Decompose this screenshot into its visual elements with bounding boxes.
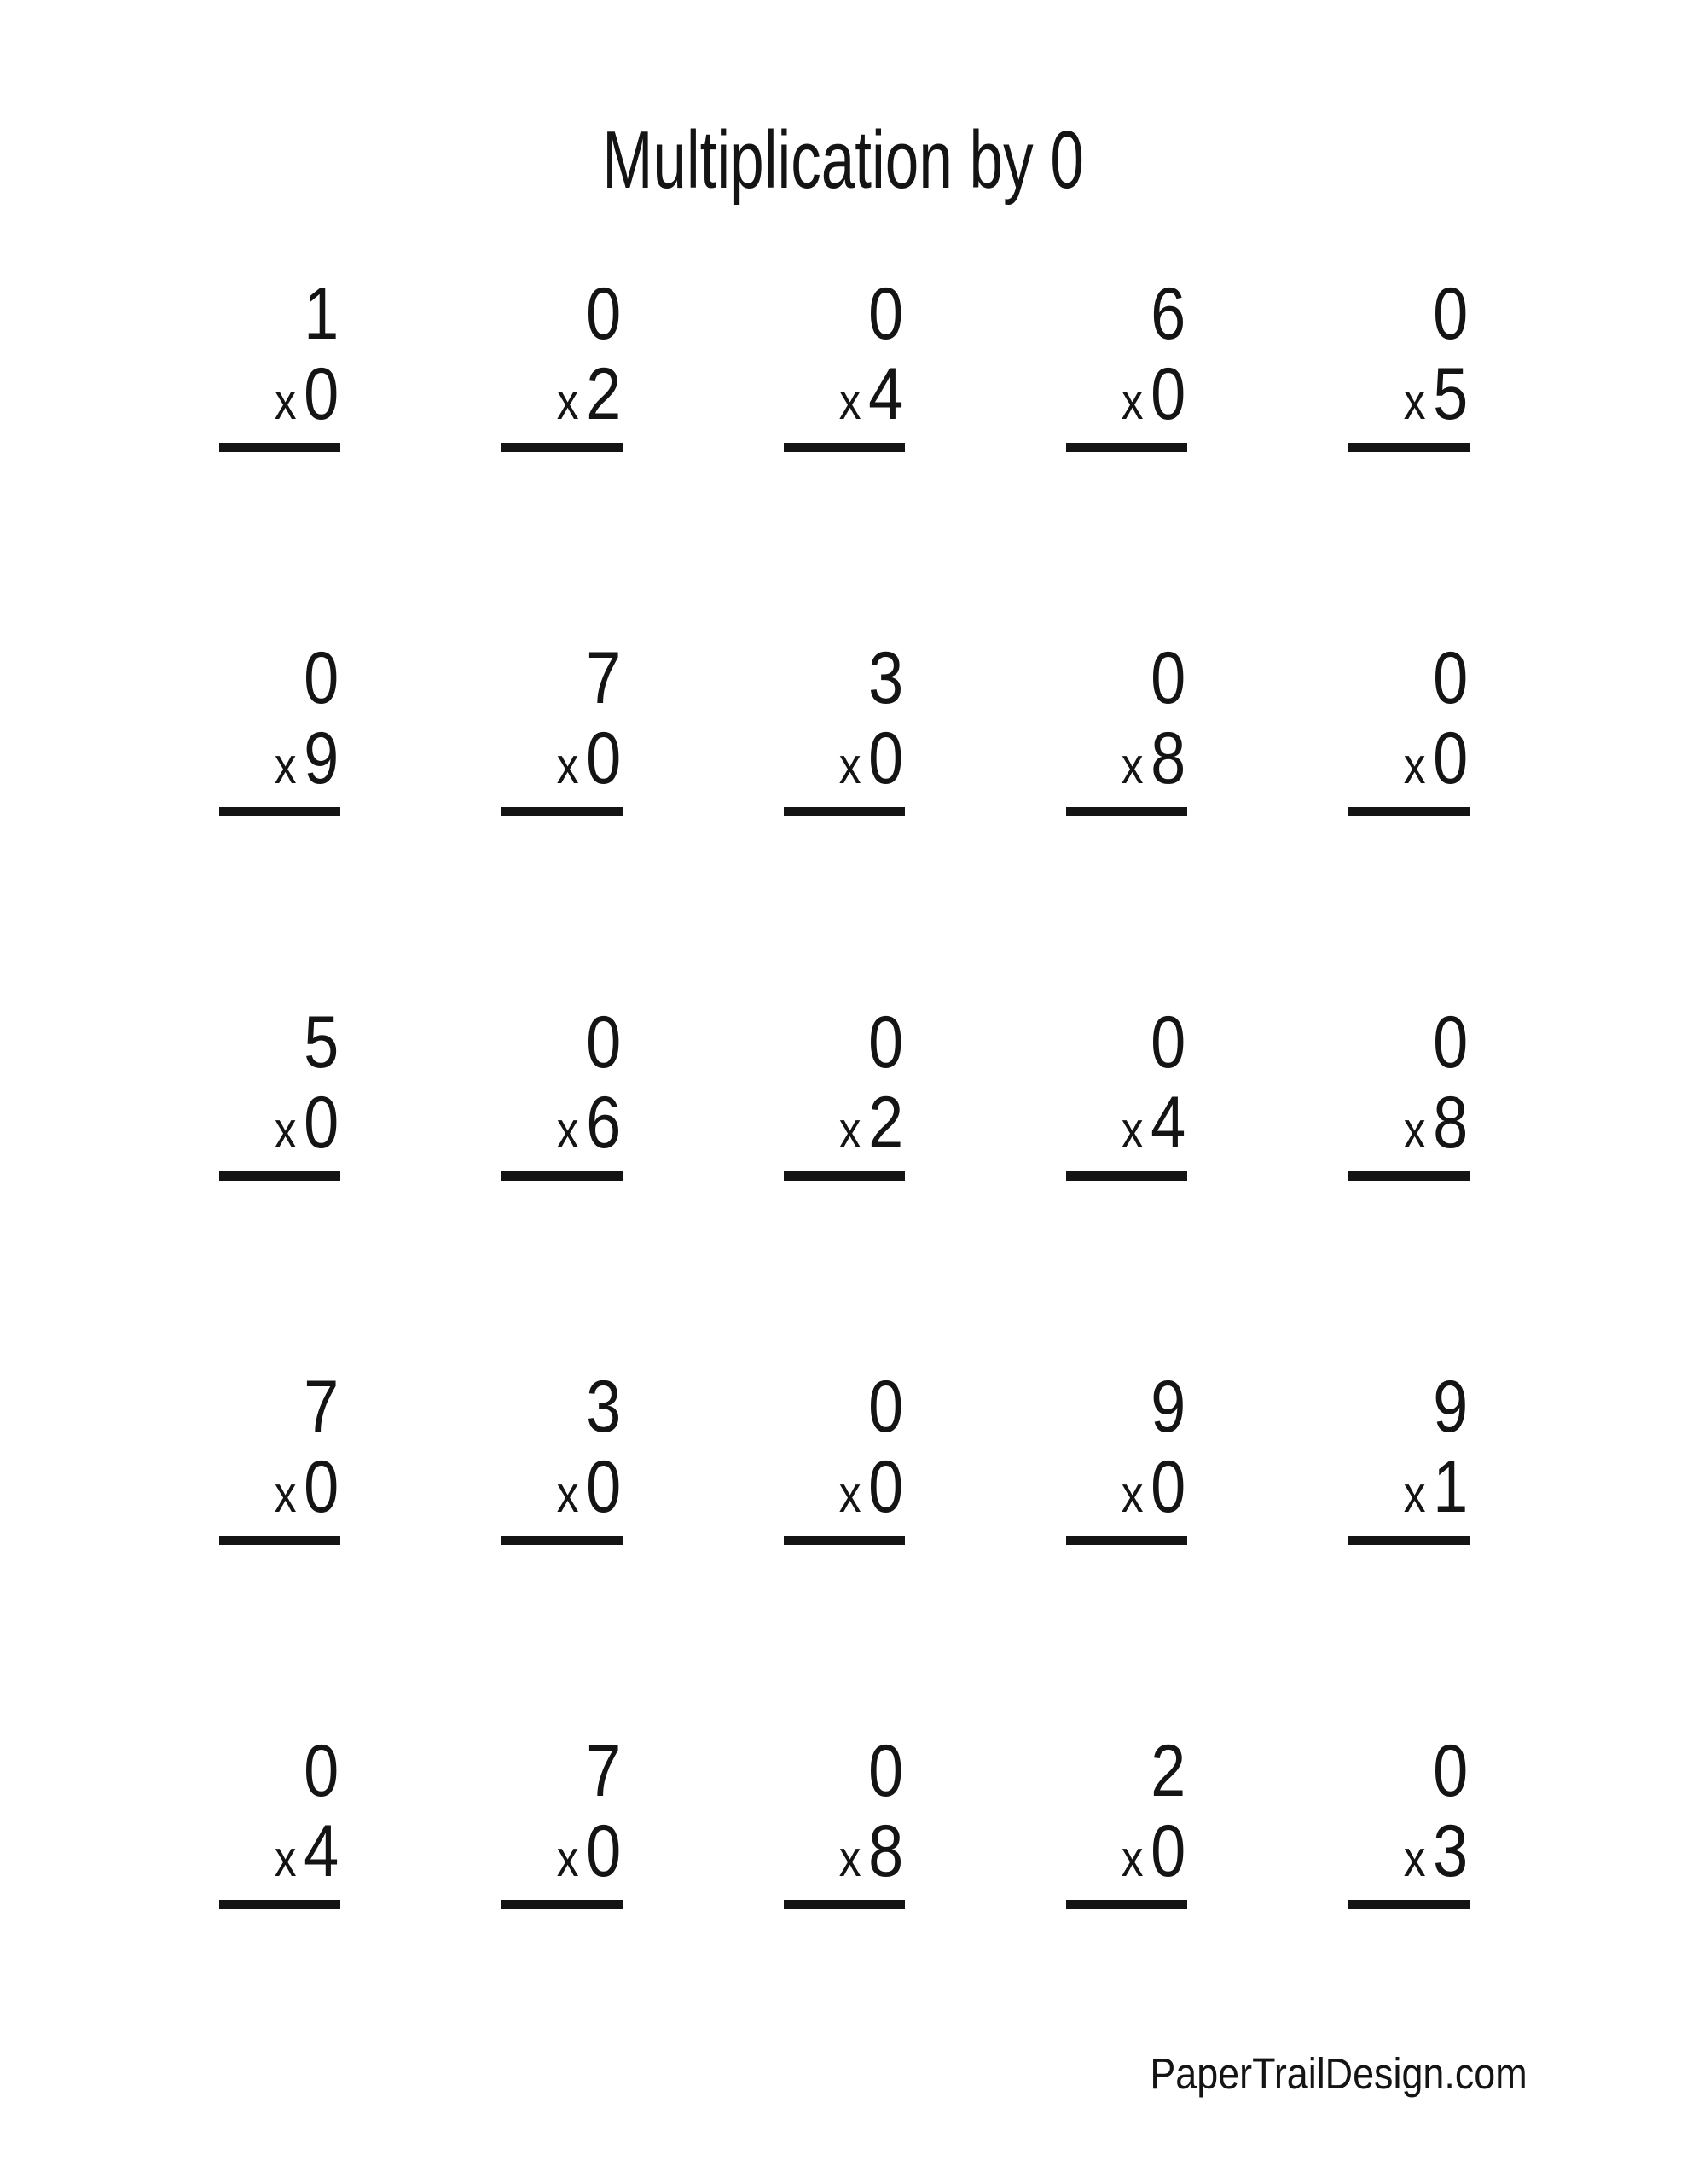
times-operator: x bbox=[1121, 1466, 1144, 1523]
multiplication-problem bbox=[1066, 273, 1187, 651]
answer-line bbox=[501, 1171, 623, 1181]
answer-line bbox=[1066, 1536, 1187, 1545]
multiplication-problem bbox=[1348, 1366, 1470, 1744]
answer-line bbox=[219, 807, 340, 816]
multiplier-line bbox=[1082, 353, 1186, 435]
multiplicand: 0 bbox=[867, 1002, 903, 1083]
multiplier: 8 bbox=[1432, 1082, 1468, 1164]
multiplier: 0 bbox=[1432, 717, 1468, 799]
answer-line bbox=[219, 443, 340, 452]
multiplier: 6 bbox=[585, 1082, 621, 1164]
multiplicand: 0 bbox=[303, 1730, 339, 1812]
multiplier-line bbox=[235, 717, 339, 799]
multiplier: 0 bbox=[585, 1446, 621, 1528]
answer-line bbox=[219, 1536, 340, 1545]
multiplication-problem bbox=[219, 637, 340, 1015]
times-operator: x bbox=[556, 1830, 579, 1887]
multiplicand: 9 bbox=[1150, 1366, 1186, 1448]
multiplier-line bbox=[518, 1446, 622, 1528]
multiplication-problem bbox=[1348, 637, 1470, 1015]
answer-line bbox=[1348, 1171, 1470, 1181]
answer-line bbox=[1066, 443, 1187, 452]
answer-line bbox=[784, 1536, 905, 1545]
multiplier: 3 bbox=[1432, 1810, 1468, 1892]
multiplier-line bbox=[800, 1810, 904, 1892]
multiplier: 0 bbox=[303, 1446, 339, 1528]
multiplicand: 1 bbox=[303, 273, 339, 355]
answer-line bbox=[501, 1536, 623, 1545]
times-operator: x bbox=[1403, 1101, 1426, 1159]
answer-line bbox=[1348, 443, 1470, 452]
times-operator: x bbox=[1403, 1830, 1426, 1887]
multiplier: 0 bbox=[867, 717, 903, 799]
times-operator: x bbox=[838, 737, 861, 794]
times-operator: x bbox=[556, 1466, 579, 1523]
multiplicand: 6 bbox=[1150, 273, 1186, 355]
answer-line bbox=[501, 807, 623, 816]
times-operator: x bbox=[274, 1830, 297, 1887]
multiplication-problem bbox=[501, 1730, 623, 2108]
site-credit: PaperTrailDesign.com bbox=[1150, 2049, 1528, 2098]
multiplicand: 0 bbox=[1432, 1730, 1468, 1812]
multiplication-problem bbox=[501, 1002, 623, 1380]
multiplier-line bbox=[1082, 1082, 1186, 1164]
answer-line bbox=[1066, 807, 1187, 816]
multiplicand: 3 bbox=[867, 637, 903, 719]
multiplier-line bbox=[1365, 353, 1469, 435]
multiplication-problem bbox=[501, 273, 623, 651]
multiplier: 0 bbox=[303, 1082, 339, 1164]
multiplier: 9 bbox=[303, 717, 339, 799]
multiplicand: 0 bbox=[1150, 637, 1186, 719]
answer-line bbox=[1348, 1900, 1470, 1909]
times-operator: x bbox=[1403, 737, 1426, 794]
times-operator: x bbox=[274, 737, 297, 794]
multiplicand: 0 bbox=[585, 1002, 621, 1083]
times-operator: x bbox=[838, 373, 861, 430]
multiplication-problem bbox=[219, 1730, 340, 2108]
multiplicand: 9 bbox=[1432, 1366, 1468, 1448]
multiplicand: 3 bbox=[585, 1366, 621, 1448]
multiplier-line bbox=[800, 353, 904, 435]
multiplicand: 7 bbox=[303, 1366, 339, 1448]
answer-line bbox=[784, 1900, 905, 1909]
times-operator: x bbox=[838, 1830, 861, 1887]
multiplier: 4 bbox=[867, 353, 903, 435]
times-operator: x bbox=[1403, 1466, 1426, 1523]
multiplier-line bbox=[1365, 1082, 1469, 1164]
answer-line bbox=[784, 443, 905, 452]
multiplier-line bbox=[800, 717, 904, 799]
times-operator: x bbox=[274, 373, 297, 430]
multiplier-line bbox=[518, 353, 622, 435]
multiplier-line bbox=[1082, 717, 1186, 799]
times-operator: x bbox=[556, 737, 579, 794]
multiplication-problem bbox=[1066, 1002, 1187, 1380]
multiplication-problem bbox=[219, 1366, 340, 1744]
answer-line bbox=[1348, 807, 1470, 816]
multiplier: 0 bbox=[1150, 353, 1186, 435]
multiplicand: 0 bbox=[1432, 273, 1468, 355]
multiplier-line bbox=[800, 1082, 904, 1164]
times-operator: x bbox=[1121, 737, 1144, 794]
multiplicand: 0 bbox=[1432, 1002, 1468, 1083]
multiplier: 5 bbox=[1432, 353, 1468, 435]
multiplication-problem bbox=[1348, 273, 1470, 651]
answer-line bbox=[1066, 1900, 1187, 1909]
multiplier-line bbox=[1365, 717, 1469, 799]
multiplier-line bbox=[1365, 1810, 1469, 1892]
multiplication-problem bbox=[784, 1730, 905, 2108]
multiplier: 0 bbox=[1150, 1810, 1186, 1892]
multiplier: 1 bbox=[1432, 1446, 1468, 1528]
multiplication-problem bbox=[784, 1366, 905, 1744]
multiplier-line bbox=[518, 1082, 622, 1164]
multiplicand: 7 bbox=[585, 637, 621, 719]
multiplier-line bbox=[235, 1810, 339, 1892]
answer-line bbox=[501, 1900, 623, 1909]
multiplier-line bbox=[235, 1082, 339, 1164]
answer-line bbox=[784, 1171, 905, 1181]
multiplicand: 0 bbox=[585, 273, 621, 355]
multiplication-problem bbox=[219, 1002, 340, 1380]
answer-line bbox=[1066, 1171, 1187, 1181]
answer-line bbox=[219, 1900, 340, 1909]
answer-line bbox=[784, 807, 905, 816]
worksheet-header bbox=[0, 114, 1687, 206]
times-operator: x bbox=[1121, 1101, 1144, 1159]
multiplier: 4 bbox=[1150, 1082, 1186, 1164]
multiplier: 2 bbox=[867, 1082, 903, 1164]
answer-line bbox=[501, 443, 623, 452]
times-operator: x bbox=[1403, 373, 1426, 430]
times-operator: x bbox=[556, 373, 579, 430]
times-operator: x bbox=[556, 1101, 579, 1159]
multiplicand: 2 bbox=[1150, 1730, 1186, 1812]
multiplicand: 0 bbox=[1432, 637, 1468, 719]
multiplier: 0 bbox=[585, 717, 621, 799]
times-operator: x bbox=[1121, 373, 1144, 430]
times-operator: x bbox=[838, 1101, 861, 1159]
times-operator: x bbox=[838, 1466, 861, 1523]
multiplication-problem bbox=[219, 273, 340, 651]
multiplicand: 0 bbox=[867, 273, 903, 355]
multiplier-line bbox=[235, 353, 339, 435]
multiplicand: 7 bbox=[585, 1730, 621, 1812]
multiplicand: 0 bbox=[867, 1366, 903, 1448]
multiplier: 0 bbox=[585, 1810, 621, 1892]
multiplication-problem bbox=[1348, 1002, 1470, 1380]
multiplicand: 5 bbox=[303, 1002, 339, 1083]
times-operator: x bbox=[274, 1101, 297, 1159]
multiplication-problem bbox=[784, 637, 905, 1015]
multiplier: 0 bbox=[1150, 1446, 1186, 1528]
multiplication-problem bbox=[501, 1366, 623, 1744]
multiplicand: 0 bbox=[303, 637, 339, 719]
multiplication-problem bbox=[784, 273, 905, 651]
answer-line bbox=[1348, 1536, 1470, 1545]
multiplier: 0 bbox=[867, 1446, 903, 1528]
answer-line bbox=[219, 1171, 340, 1181]
multiplication-problem bbox=[1066, 1366, 1187, 1744]
times-operator: x bbox=[1121, 1830, 1144, 1887]
multiplication-problem bbox=[784, 1002, 905, 1380]
multiplier-line bbox=[1082, 1446, 1186, 1528]
multiplier: 8 bbox=[1150, 717, 1186, 799]
multiplier: 2 bbox=[585, 353, 621, 435]
multiplication-problem bbox=[501, 637, 623, 1015]
multiplier: 8 bbox=[867, 1810, 903, 1892]
multiplier-line bbox=[1365, 1446, 1469, 1528]
problems-grid bbox=[138, 273, 1550, 2108]
multiplier-line bbox=[518, 717, 622, 799]
times-operator: x bbox=[274, 1466, 297, 1523]
page-title: Multiplication by 0 bbox=[602, 114, 1085, 206]
multiplier: 0 bbox=[303, 353, 339, 435]
multiplicand: 0 bbox=[1150, 1002, 1186, 1083]
multiplier-line bbox=[235, 1446, 339, 1528]
multiplier-line bbox=[518, 1810, 622, 1892]
multiplicand: 0 bbox=[867, 1730, 903, 1812]
multiplier-line bbox=[1082, 1810, 1186, 1892]
multiplier-line bbox=[800, 1446, 904, 1528]
multiplier: 4 bbox=[303, 1810, 339, 1892]
multiplication-problem bbox=[1066, 637, 1187, 1015]
